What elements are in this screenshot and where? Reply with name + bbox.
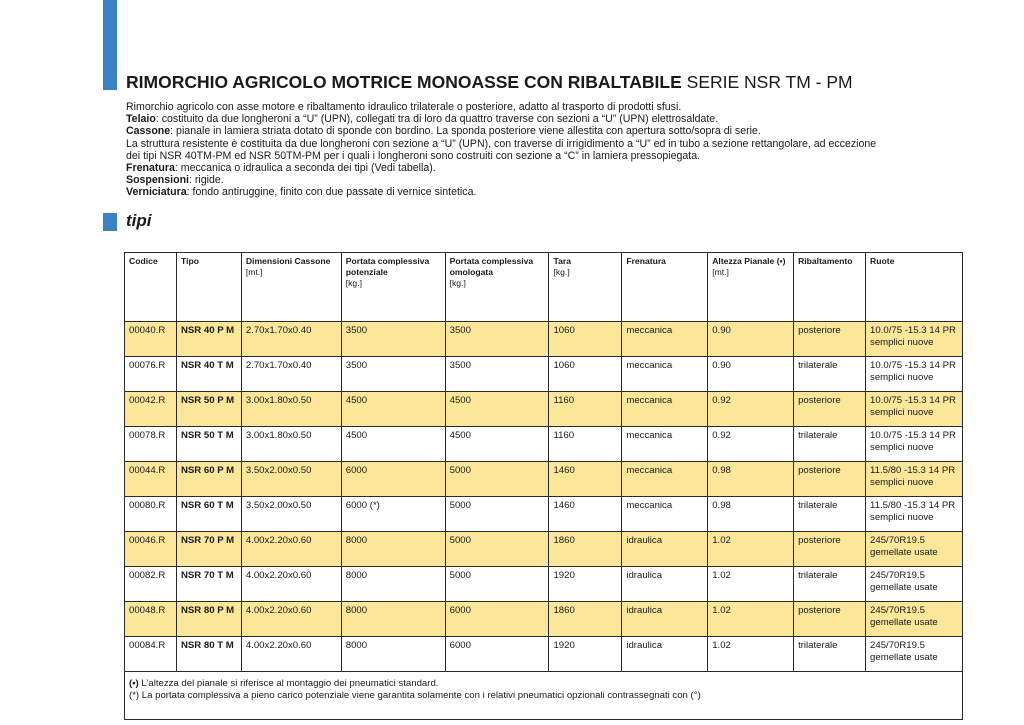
cell-portata-omologata: 5000: [445, 462, 549, 497]
cell-portata-potenziale: 6000 (*): [341, 497, 445, 532]
cell-tara: 1060: [549, 357, 622, 392]
cell-portata-potenziale: 6000: [341, 462, 445, 497]
desc-telaio: [126, 113, 926, 125]
cell-ribaltamento: trilaterale: [794, 637, 866, 672]
cell-portata-omologata: 5000: [445, 532, 549, 567]
cell-ruote: 11.5/80 -15.3 14 PR semplici nuove: [866, 462, 963, 497]
cell-ruote: 245/70R19.5 gemellate usate: [866, 637, 963, 672]
cell-portata-omologata: 6000: [445, 602, 549, 637]
cell-ribaltamento: posteriore: [794, 532, 866, 567]
telaio-label: Telaio: [126, 113, 156, 126]
tipi-table: [124, 252, 963, 720]
cell-codice: 00042.R: [125, 392, 177, 427]
cell-altezza-pianale: 0.92: [708, 392, 794, 427]
desc-verniciatura: [126, 186, 926, 198]
title-series: SERIE NSR TM - PM: [681, 72, 853, 92]
cell-tipo: NSR 40 P M: [176, 322, 241, 357]
header-frenatura: [622, 253, 708, 322]
table-row: [125, 462, 963, 497]
table-row: [125, 427, 963, 462]
cell-portata-omologata: 3500: [445, 322, 549, 357]
cell-ruote: 245/70R19.5 gemellate usate: [866, 532, 963, 567]
cell-tipo: NSR 70 P M: [176, 532, 241, 567]
cell-portata-omologata: 4500: [445, 392, 549, 427]
note-altezza: [129, 678, 958, 690]
cell-codice: 00078.R: [125, 427, 177, 462]
accent-bar: [103, 0, 117, 90]
table-row: [125, 497, 963, 532]
cell-tara: 1920: [549, 637, 622, 672]
table-notes-row: [125, 672, 963, 720]
cell-ribaltamento: trilaterale: [794, 567, 866, 602]
cell-codice: 00040.R: [125, 322, 177, 357]
header-label: Ribaltamento: [798, 256, 853, 266]
desc-cassone: [126, 125, 926, 137]
header-unit: [kg.]: [449, 278, 466, 288]
header-ruote: [866, 253, 963, 322]
note-text: La portata complessiva a pieno carico potenziale viene garantita solamente con i relativi pneumatici opzionali contrassegnati con (°): [139, 690, 701, 701]
cell-tipo: NSR 80 P M: [176, 602, 241, 637]
cell-dimensioni: 4.00x2.20x0.60: [241, 602, 341, 637]
header-label: Codice: [129, 256, 158, 266]
section-marker: [103, 213, 117, 231]
cell-ribaltamento: posteriore: [794, 462, 866, 497]
frenatura-text: : meccanica o idraulica a seconda dei tipi (Vedi tabella).: [174, 162, 436, 175]
cell-ruote: 10.0/75 -15.3 14 PR semplici nuove: [866, 322, 963, 357]
note-mark: (*): [129, 690, 140, 701]
cell-altezza-pianale: 0.92: [708, 427, 794, 462]
cell-frenatura: idraulica: [622, 532, 708, 567]
cell-altezza-pianale: 1.02: [708, 567, 794, 602]
cell-tipo: NSR 80 T M: [176, 637, 241, 672]
cell-portata-potenziale: 4500: [341, 427, 445, 462]
cell-tipo: NSR 60 P M: [176, 462, 241, 497]
desc-struttura-1: La struttura resistente è costituita da due longheroni con sezione a “U” (UPN), con traverse di irrigidimento a “U” ed in tubo a sezione rettangolare, ad eccezione: [126, 137, 877, 150]
cell-codice: 00048.R: [125, 602, 177, 637]
cell-codice: 00076.R: [125, 357, 177, 392]
cell-altezza-pianale: 1.02: [708, 532, 794, 567]
cell-portata-omologata: 5000: [445, 567, 549, 602]
cassone-label: Cassone: [126, 125, 171, 138]
header-unit: [kg.]: [345, 278, 362, 288]
sospensioni-text: : rigide.: [188, 174, 224, 187]
cell-tara: 1160: [549, 427, 622, 462]
cell-codice: 00084.R: [125, 637, 177, 672]
desc-intro: Rimorchio agricolo con asse motore e ribaltamento idraulico trilaterale o posteriore, adatto al trasporto di prodotti sfusi.: [126, 101, 682, 113]
cell-ruote: 10.0/75 -15.3 14 PR semplici nuove: [866, 392, 963, 427]
cell-portata-potenziale: 8000: [341, 532, 445, 567]
table-row: [125, 567, 963, 602]
cell-ruote: 245/70R19.5 gemellate usate: [866, 567, 963, 602]
header-unit: [kg.]: [553, 267, 570, 277]
header-unit: [mt.]: [712, 267, 729, 277]
table-header-row: [125, 253, 963, 322]
cell-tipo: NSR 50 P M: [176, 392, 241, 427]
header-label: Altezza Pianale (•): [712, 256, 786, 266]
table-row: [125, 322, 963, 357]
header-label: Tara: [553, 256, 571, 266]
cell-dimensioni: 3.50x2.00x0.50: [241, 497, 341, 532]
header-label: Portata complessiva potenziale: [345, 256, 430, 277]
cell-ribaltamento: trilaterale: [794, 357, 866, 392]
cell-tara: 1460: [549, 462, 622, 497]
telaio-text: : costituito da due longheroni a “U” (UPN), collegati tra di loro da quattro traverse con sezioni a “U” (UPN) elettrosaldate.: [155, 113, 719, 126]
cell-frenatura: idraulica: [622, 637, 708, 672]
header-dimensioni: [241, 253, 341, 322]
cell-frenatura: idraulica: [622, 602, 708, 637]
cell-tara: 1860: [549, 602, 622, 637]
desc-sospensioni: [126, 174, 926, 186]
header-ribaltamento: [794, 253, 866, 322]
cell-dimensioni: 3.00x1.80x0.50: [241, 427, 341, 462]
cell-frenatura: meccanica: [622, 462, 708, 497]
cell-tipo: NSR 50 T M: [176, 427, 241, 462]
cell-ruote: 11.5/80 -15.3 14 PR semplici nuove: [866, 497, 963, 532]
header-unit: [mt.]: [245, 267, 263, 277]
header-portata-omologata: [445, 253, 549, 322]
verniciatura-text: : fondo antiruggine, finito con due passate di vernice sintetica.: [186, 186, 477, 199]
desc-frenatura: [126, 162, 926, 174]
table-row: [125, 392, 963, 427]
cell-dimensioni: 2.70x1.70x0.40: [241, 357, 341, 392]
cassone-text: : pianale in lamiera striata dotato di sponde con bordino. La sponda posteriore viene allestita con apertura sotto/sopra di serie.: [170, 125, 761, 138]
desc-struttura-2: dei tipi NSR 40TM-PM ed NSR 50TM-PM per i quali i longheroni sono costruiti con sezione a “C” in lamiera pressopiegata.: [126, 149, 701, 162]
note-portata: [129, 690, 958, 702]
header-label: Portata complessiva omologata: [449, 256, 534, 277]
cell-frenatura: meccanica: [622, 322, 708, 357]
cell-portata-potenziale: 3500: [341, 322, 445, 357]
table-row: [125, 357, 963, 392]
cell-altezza-pianale: 1.02: [708, 602, 794, 637]
cell-dimensioni: 2.70x1.70x0.40: [241, 322, 341, 357]
header-label: Ruote: [870, 256, 895, 266]
cell-dimensioni: 4.00x2.20x0.60: [241, 637, 341, 672]
header-label: Dimensioni Cassone: [245, 256, 331, 266]
cell-ruote: 245/70R19.5 gemellate usate: [866, 602, 963, 637]
cell-frenatura: idraulica: [622, 567, 708, 602]
cell-codice: 00080.R: [125, 497, 177, 532]
table-row: [125, 637, 963, 672]
table-row: [125, 602, 963, 637]
cell-tara: 1460: [549, 497, 622, 532]
cell-tipo: NSR 40 T M: [176, 357, 241, 392]
cell-frenatura: meccanica: [622, 427, 708, 462]
sospensioni-label: Sospensioni: [126, 174, 189, 187]
cell-dimensioni: 3.00x1.80x0.50: [241, 392, 341, 427]
cell-ribaltamento: posteriore: [794, 392, 866, 427]
cell-tipo: NSR 60 T M: [176, 497, 241, 532]
cell-tara: 1860: [549, 532, 622, 567]
cell-dimensioni: 3.50x2.00x0.50: [241, 462, 341, 497]
cell-frenatura: meccanica: [622, 497, 708, 532]
cell-portata-potenziale: 8000: [341, 637, 445, 672]
cell-ruote: 10.0/75 -15.3 14 PR semplici nuove: [866, 357, 963, 392]
cell-altezza-pianale: 0.90: [708, 322, 794, 357]
header-tipo: [176, 253, 241, 322]
cell-frenatura: meccanica: [622, 392, 708, 427]
header-altezza-pianale: [708, 253, 794, 322]
cell-ribaltamento: posteriore: [794, 322, 866, 357]
cell-dimensioni: 4.00x2.20x0.60: [241, 532, 341, 567]
table-row: [125, 532, 963, 567]
cell-portata-omologata: 5000: [445, 497, 549, 532]
cell-ribaltamento: trilaterale: [794, 427, 866, 462]
cell-codice: 00044.R: [125, 462, 177, 497]
cell-codice: 00046.R: [125, 532, 177, 567]
header-portata-potenziale: [341, 253, 445, 322]
table-notes: [125, 672, 963, 720]
frenatura-label: Frenatura: [126, 162, 175, 175]
cell-portata-omologata: 3500: [445, 357, 549, 392]
header-codice: [125, 253, 177, 322]
cell-altezza-pianale: 0.98: [708, 497, 794, 532]
cell-altezza-pianale: 0.98: [708, 462, 794, 497]
cell-portata-potenziale: 3500: [341, 357, 445, 392]
note-mark: (•): [129, 678, 139, 689]
cell-altezza-pianale: 1.02: [708, 637, 794, 672]
title-main: RIMORCHIO AGRICOLO MOTRICE MONOASSE CON RIBALTABILE: [126, 72, 682, 92]
cell-codice: 00082.R: [125, 567, 177, 602]
cell-portata-omologata: 6000: [445, 637, 549, 672]
cell-portata-omologata: 4500: [445, 427, 549, 462]
cell-tipo: NSR 70 T M: [176, 567, 241, 602]
note-text: L’altezza del pianale si riferisce al montaggio dei pneumatici standard.: [138, 678, 439, 689]
cell-frenatura: meccanica: [622, 357, 708, 392]
cell-altezza-pianale: 0.90: [708, 357, 794, 392]
page-title: [126, 72, 853, 93]
cell-tara: 1060: [549, 322, 622, 357]
table-body: [125, 322, 963, 672]
header-tara: [549, 253, 622, 322]
cell-portata-potenziale: 4500: [341, 392, 445, 427]
cell-ruote: 10.0/75 -15.3 14 PR semplici nuove: [866, 427, 963, 462]
header-label: Tipo: [180, 256, 199, 266]
cell-tara: 1920: [549, 567, 622, 602]
cell-portata-potenziale: 8000: [341, 602, 445, 637]
cell-tara: 1160: [549, 392, 622, 427]
description: [126, 101, 926, 199]
verniciatura-label: Verniciatura: [126, 186, 187, 199]
cell-ribaltamento: trilaterale: [794, 497, 866, 532]
cell-dimensioni: 4.00x2.20x0.60: [241, 567, 341, 602]
cell-ribaltamento: posteriore: [794, 602, 866, 637]
section-title: tipi: [126, 211, 152, 230]
header-label: Frenatura: [626, 256, 666, 266]
cell-portata-potenziale: 8000: [341, 567, 445, 602]
